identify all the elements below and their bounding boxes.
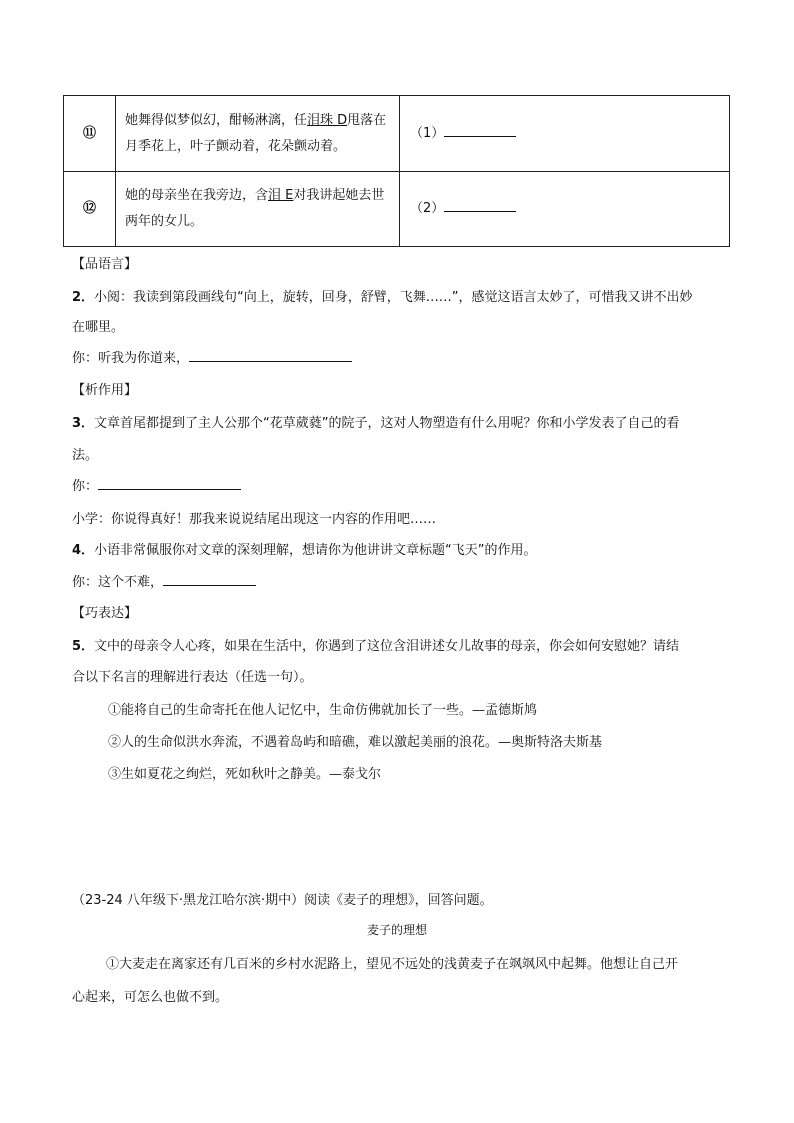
table-row xyxy=(64,172,730,247)
q4-answer-line[interactable] xyxy=(72,571,256,590)
question-5 xyxy=(72,635,679,654)
sentence-text: 她的母亲坐在我旁边，含 xyxy=(125,188,269,203)
table-row xyxy=(64,96,730,172)
question-2-cont: 在哪里。 xyxy=(72,320,125,335)
answer-prefix: 你：这个不难， xyxy=(72,575,164,590)
answer-blank[interactable] xyxy=(444,124,516,137)
question-3 xyxy=(72,412,680,431)
answer-label: （1） xyxy=(410,125,445,141)
quote-item: ②人的生命似洪水奔流，不遇着岛屿和暗礁，难以激起美丽的浪花。—奥斯特洛夫斯基 xyxy=(108,735,603,750)
question-number: 5． xyxy=(72,639,95,654)
question-5-cont: 合以下名言的理解进行表达（任选一句）。 xyxy=(72,670,313,685)
question-4 xyxy=(72,539,537,558)
synonym-table xyxy=(63,95,730,247)
passage-paragraph-cont: 心起来，可怎么也做不到。 xyxy=(72,990,229,1005)
xiaoxue-line: 小学：你说得真好！那我来说说结尾出现这一内容的作用吧…… xyxy=(72,512,437,527)
sentence-cell xyxy=(116,172,400,247)
question-number: 3． xyxy=(72,416,95,431)
row-number: ⑪ xyxy=(64,96,116,172)
q3-answer-line[interactable] xyxy=(72,475,241,494)
answer-blank[interactable] xyxy=(98,477,241,490)
answer-label: （2） xyxy=(410,201,445,216)
question-text: 文章首尾都提到了主人公那个“花草葳蕤”的院子，这对人物塑造有什么用呢？你和小学发表了自己的看 xyxy=(94,416,680,431)
question-text: 文中的母亲令人心疼，如果在生活中，你遇到了这位含泪讲述女儿故事的母亲，你会如何安慰她？请结 xyxy=(94,639,680,654)
sentence-text: 甩落在月季花上，叶子颤动着，花朵颤动着。 xyxy=(125,112,387,154)
answer-cell[interactable] xyxy=(400,96,730,172)
answer-blank[interactable] xyxy=(189,349,352,362)
underlined-word: 泪 E xyxy=(268,188,294,203)
sentence-text: 对我讲起她去世两年的女儿。 xyxy=(125,188,385,229)
question-number: 4． xyxy=(72,543,95,558)
passage-source-line: （23-24 八年级下·黑龙江哈尔滨·期中）阅读《麦子的理想》，回答问题。 xyxy=(72,893,493,908)
q2-answer-line[interactable] xyxy=(72,347,352,366)
question-text: 小阅：我读到第段画线句“向上，旋转，回身，舒臂，飞舞……”，感觉这语言太妙了，可惜我又讲不出妙 xyxy=(94,290,693,305)
question-text: 小语非常佩服你对文章的深刻理解，想请你为他讲讲文章标题“飞天”的作用。 xyxy=(94,543,537,558)
question-2 xyxy=(72,286,693,305)
answer-cell[interactable] xyxy=(400,172,730,247)
answer-prefix: 你： xyxy=(72,479,99,494)
section-heading-qiaobiaoda: 【巧表达】 xyxy=(72,606,138,621)
underlined-word: 泪珠 D xyxy=(307,112,348,128)
answer-blank[interactable] xyxy=(163,573,256,586)
section-heading-xizuoyong: 【析作用】 xyxy=(72,383,138,398)
passage-paragraph: ①大麦走在离家还有几百米的乡村水泥路上，望见不远处的浅黄麦子在飒飒风中起舞。他想让自己开 xyxy=(106,957,679,972)
sentence-text: 她舞得似梦似幻，酣畅淋漓，任 xyxy=(125,112,308,128)
question-3-cont: 法。 xyxy=(72,448,99,463)
question-number: 2． xyxy=(72,290,95,305)
answer-prefix: 你：听我为你道来， xyxy=(72,351,190,366)
section-heading-pinyuyan: 【品语言】 xyxy=(72,257,138,272)
quote-item: ①能将自己的生命寄托在他人记忆中，生命仿佛就加长了一些。—孟德斯鸠 xyxy=(108,703,538,718)
answer-blank[interactable] xyxy=(444,199,516,212)
passage-title: 麦子的理想 xyxy=(366,923,427,937)
quote-item: ③生如夏花之绚烂，死如秋叶之静美。—泰戈尔 xyxy=(108,767,382,782)
sentence-cell xyxy=(116,96,400,172)
row-number: ⑫ xyxy=(64,172,116,247)
